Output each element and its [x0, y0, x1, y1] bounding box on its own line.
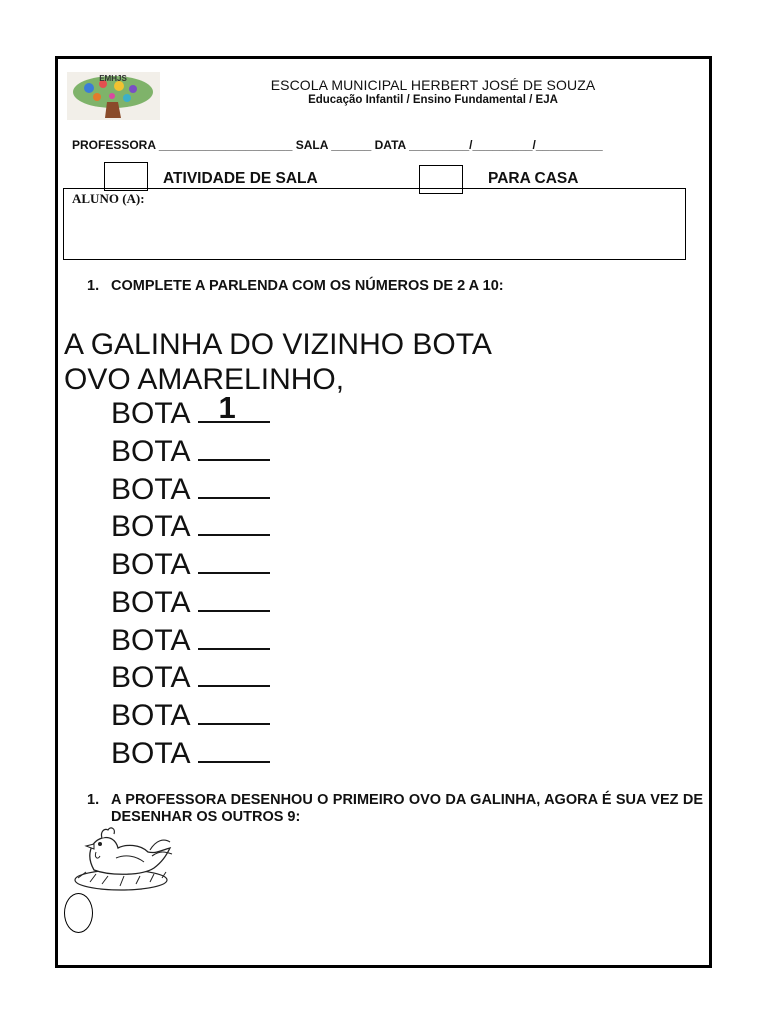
bota-label: BOTA	[111, 397, 191, 430]
bota-line	[111, 510, 270, 544]
question-1	[87, 278, 707, 298]
answer-blank[interactable]	[198, 624, 270, 650]
answer-blank[interactable]	[198, 390, 270, 425]
classroom-activity-label: ATIVIDADE DE SALA	[163, 170, 318, 187]
answer-blank[interactable]	[198, 548, 270, 574]
answer-blank[interactable]	[198, 586, 270, 612]
homework-label: PARA CASA	[488, 170, 579, 187]
bota-label: BOTA	[111, 624, 191, 657]
poem-line-1: A GALINHA DO VIZINHO BOTA	[64, 328, 492, 361]
teacher-room-date-line: PROFESSORA ____________________ SALA ______ DATA _________/_________/__________	[72, 138, 603, 152]
question-2	[87, 792, 703, 828]
bota-label: BOTA	[111, 737, 191, 770]
answer-blank[interactable]	[198, 510, 270, 536]
bota-label: BOTA	[111, 510, 191, 543]
bota-line	[111, 737, 270, 771]
classroom-activity-checkbox[interactable]	[104, 162, 148, 191]
answer-blank[interactable]	[198, 661, 270, 687]
bota-label: BOTA	[111, 661, 191, 694]
school-logo	[67, 72, 160, 120]
question-number: 1.	[87, 278, 100, 294]
answer-blank[interactable]	[198, 473, 270, 499]
bota-line	[111, 699, 270, 733]
hen-on-nest-icon	[66, 826, 176, 894]
bota-label: BOTA	[111, 435, 191, 468]
bota-line	[111, 548, 270, 582]
bota-label: BOTA	[111, 586, 191, 619]
example-answer: 1	[218, 390, 236, 425]
poem-line-2: OVO AMARELINHO,	[64, 363, 345, 396]
bota-label: BOTA	[111, 473, 191, 506]
student-name-label: ALUNO (A):	[72, 191, 145, 206]
bota-line	[111, 586, 270, 620]
egg-drawing	[64, 893, 93, 933]
answer-blank[interactable]	[198, 699, 270, 725]
bota-label: BOTA	[111, 699, 191, 732]
bota-line	[111, 473, 270, 507]
question-text: COMPLETE A PARLENDA COM OS NÚMEROS DE 2 A 10:	[111, 278, 504, 294]
answer-blank[interactable]	[198, 737, 270, 763]
logo-text: EMHJS	[99, 74, 127, 83]
bota-line	[111, 435, 270, 469]
school-subtitle: Educação Infantil / Ensino Fundamental / EJA	[308, 94, 558, 106]
bota-label: BOTA	[111, 548, 191, 581]
school-name: ESCOLA MUNICIPAL HERBERT JOSÉ DE SOUZA	[270, 77, 596, 93]
question-number: 1.	[87, 792, 100, 808]
answer-blank[interactable]	[198, 435, 270, 461]
question-text: A PROFESSORA DESENHOU O PRIMEIRO OVO DA GALINHA, AGORA É SUA VEZ DE DESENHAR OS OUTROS 9:	[111, 792, 703, 825]
bota-line	[111, 390, 270, 431]
bota-line	[111, 661, 270, 695]
student-name-field[interactable]	[63, 188, 686, 260]
bota-line	[111, 624, 270, 658]
